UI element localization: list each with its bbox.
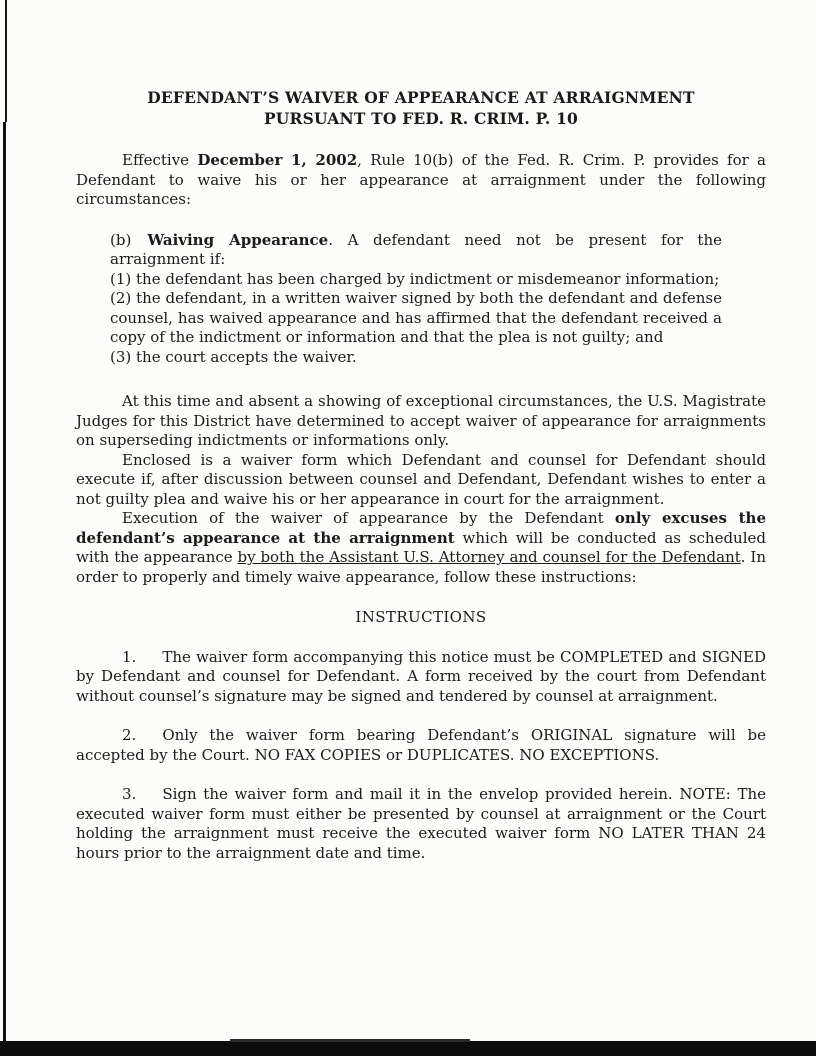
- body-paragraph-enclosed: Enclosed is a waiver form which Defendant and counsel for Defendant should execute if, after discussion between counsel and Defendant, Defendant wishes to enter a not guilty plea and waive his or her appearance in court for the arraignment.: [76, 450, 766, 508]
- document-title: [76, 88, 766, 129]
- rule-10b-heading: (b) Waiving Appearance. A defendant need not be present for the arraignment if:: [110, 230, 722, 268]
- scan-border-left-lower: [3, 122, 6, 1056]
- scan-border-bottom: [0, 1041, 816, 1056]
- instructions-heading: INSTRUCTIONS: [355, 608, 487, 626]
- rule-10b-block: [110, 231, 722, 368]
- body-paragraph-magistrate: At this time and absent a showing of exceptional circumstances, the U.S. Magistrate Judges for this District have determined to accept waiver of appearance for arraignments on superseding indictments or informations only.: [76, 392, 766, 449]
- rule-10b-item-1: (1) the defendant has been charged by indictment or misdemeanor information;: [110, 269, 720, 288]
- rule-10b-item-3: (3) the court accepts the waiver.: [110, 347, 357, 366]
- instruction-2: 2. Only the waiver form bearing Defendant’s ORIGINAL signature will be accepted by the Court. NO FAX COPIES or DUPLICATES. NO EXCEPTIONS.: [76, 726, 766, 764]
- title-line-2: PURSUANT TO FED. R. CRIM. P. 10: [263, 108, 579, 128]
- rule-10b-item-2: (2) the defendant, in a written waiver signed by both the defendant and defense counsel, has waived appearance and has affirmed that the defendant received a copy of the indictment or information and that the plea is not guilty; and: [110, 289, 722, 346]
- document-content: [76, 88, 766, 863]
- scan-border-left: [5, 0, 7, 122]
- body-paragraph-execution: Execution of the waiver of appearance by the Defendant only excuses the defendant’s appearance at the arraignment which will be conducted as scheduled with the appearance by both the Assistant U.S. Attorney and counsel for the Defendant. In order to properly and timely waive appearance, follow these instructions:: [76, 509, 767, 586]
- instruction-3: 3. Sign the waiver form and mail it in the envelop provided herein. NOTE: The executed waiver form must either be presented by counsel at arraignment or the Court holding the arraignment must receive the executed waiver form NO LATER THAN 24 hours prior to the arraignment date and time.: [76, 785, 766, 862]
- intro-paragraph: Effective December 1, 2002, Rule 10(b) of the Fed. R. Crim. P. provides for a Defendant to waive his or her appearance at arraignment under the following circumstances:: [76, 151, 766, 208]
- instruction-1: 1. The waiver form accompanying this notice must be COMPLETED and SIGNED by Defendant and counsel for Defendant. A form received by the court from Defendant without counsel’s signature may be signed and tendered by counsel at arraignment.: [76, 647, 766, 705]
- title-line-1: DEFENDANT’S WAIVER OF APPEARANCE AT ARRAIGNMENT: [147, 88, 695, 107]
